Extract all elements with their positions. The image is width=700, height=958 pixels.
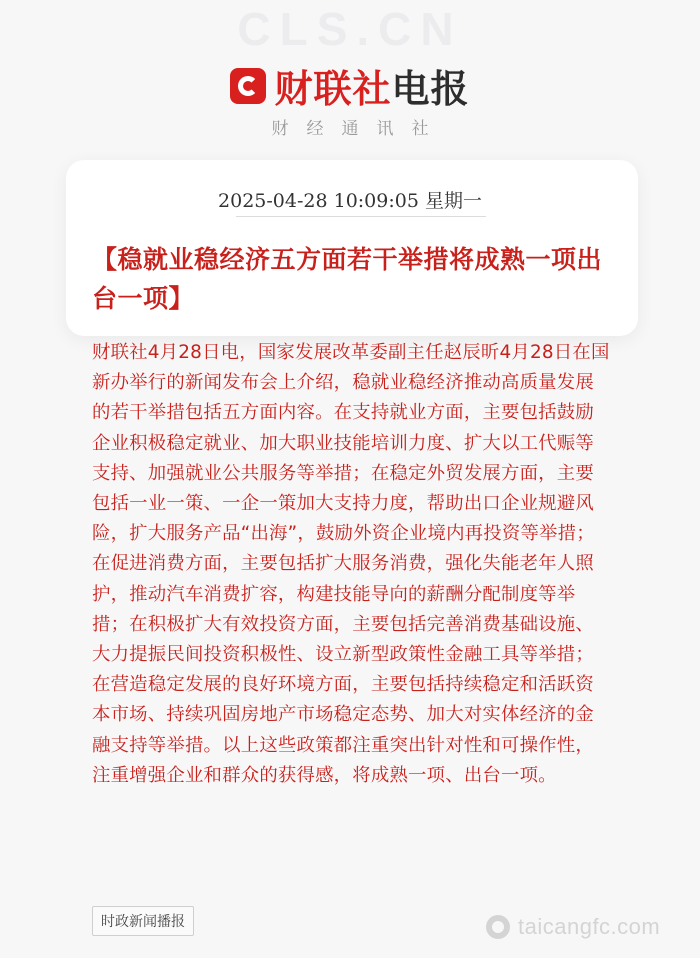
category-tag[interactable]: 时政新闻播报 [92, 906, 194, 936]
tagline: 财经通讯社 [271, 119, 447, 139]
brand-name-red: 财联社 [274, 67, 392, 111]
brand-name-dark: 电报 [391, 67, 470, 111]
publish-datetime: 2025-04-28 10:09:05 星期一 [218, 190, 482, 212]
datetime-divider [236, 216, 486, 217]
site-watermark [486, 914, 660, 940]
watermark-logo-icon [486, 915, 510, 939]
background-watermark: CLS.CN [237, 3, 463, 55]
masthead-logo [0, 58, 700, 113]
cls-logo-icon [230, 68, 266, 104]
brand-name [274, 58, 469, 113]
article-body: 财联社4月28日电，国家发展改革委副主任赵辰昕4月28日在国新办举行的新闻发布会上介绍，稳就业稳经济推动高质量发展的若干举措包括五方面内容。在支持就业方面，主要包括鼓励企业积极稳定就业、加大职业技能培训力度、扩大以工代赈等支持、加强就业公共服务等举措；在稳定外贸发展方面，主要包括一业一策、一企一策加大支持力度，帮助出口企业规避风险，扩大服务产品“出海”，鼓励外资企业境内再投资等举措；在促进消费方面，主要包括扩大服务消费，强化失能老年人照护，推动汽车消费扩容，构建技能导向的薪酬分配制度等举措；在积极扩大有效投资方面，主要包括完善消费基础设施、大力提振民间投资积极性、设立新型政策性金融工具等举措；在营造稳定发展的良好环境方面，主要包括持续稳定和活跃资本市场、持续巩固房地产市场稳定态势、加大对实体经济的金融支持等举措。以上这些政策都注重突出针对性和可操作性，注重增强企业和群众的获得感，将成熟一项、出台一项。 [92, 342, 610, 786]
site-watermark-text: taicangfc.com [518, 914, 661, 939]
article-headline: 【稳就业稳经济五方面若干举措将成熟一项出台一项】 [92, 245, 603, 313]
